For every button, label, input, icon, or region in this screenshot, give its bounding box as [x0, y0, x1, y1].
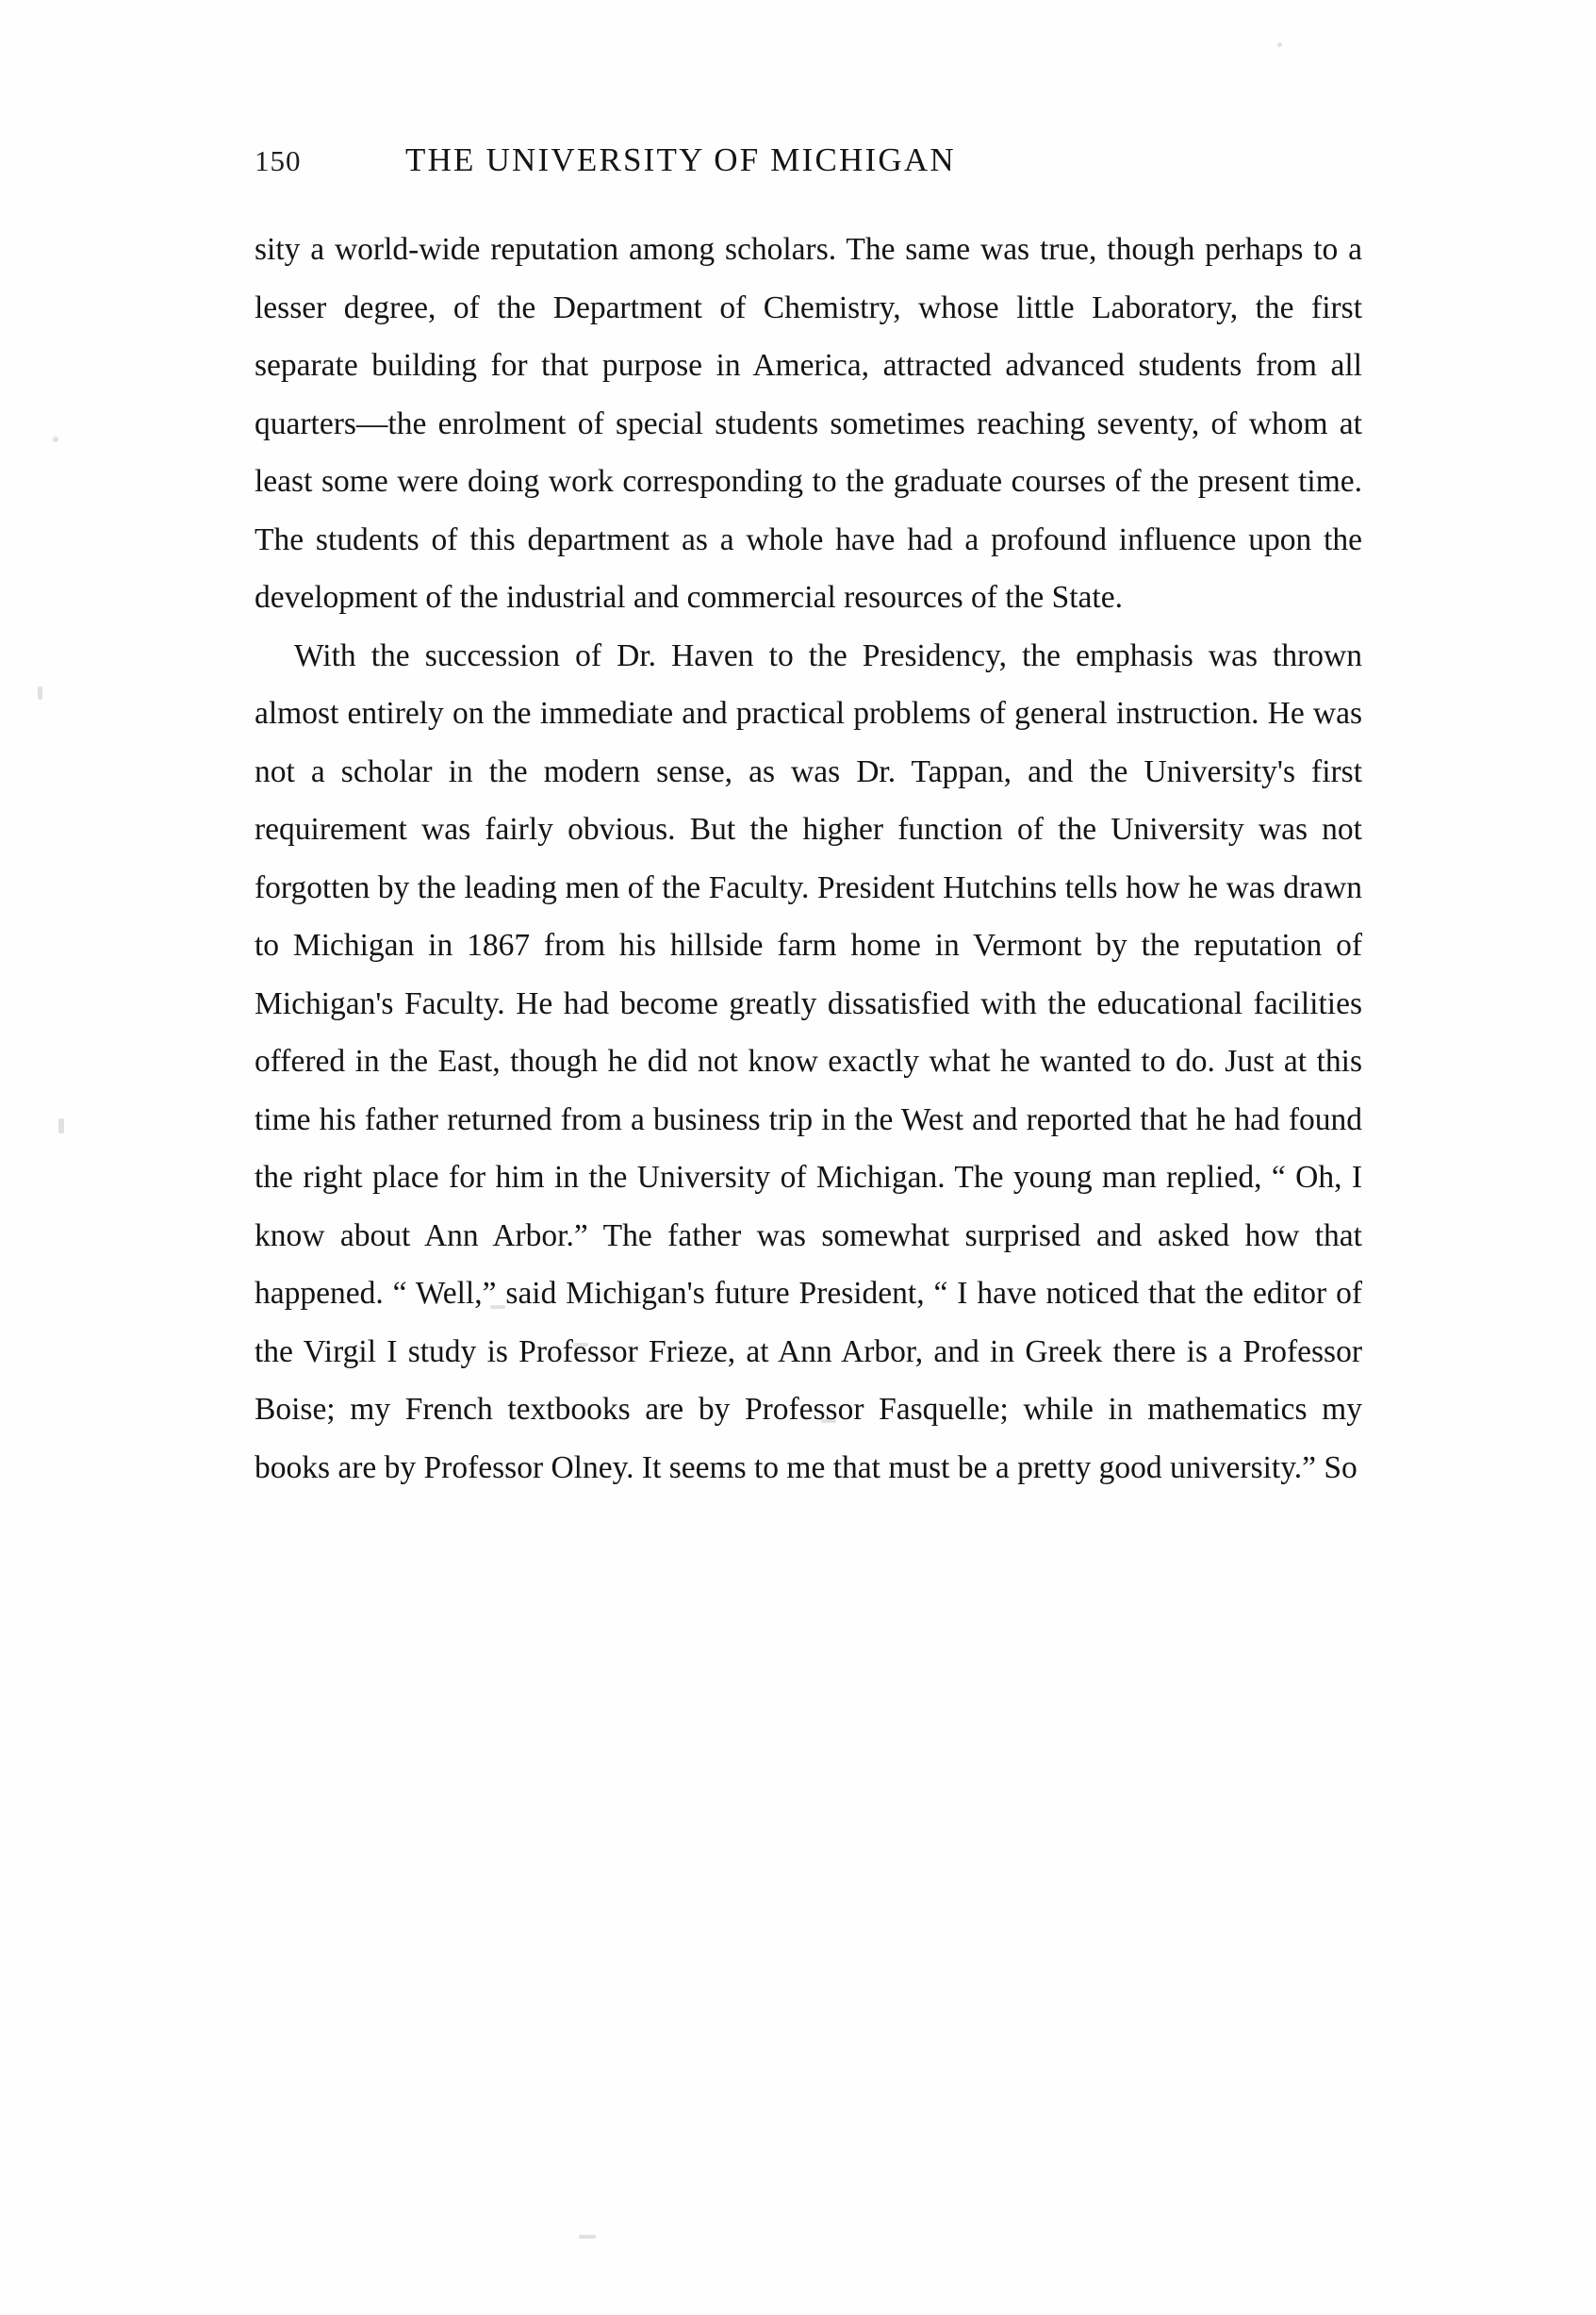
- running-head: THE UNIVERSITY OF MICHIGAN: [405, 141, 956, 178]
- page-number: 150: [255, 144, 302, 177]
- page-header: [255, 141, 1362, 179]
- scan-speck: [1277, 42, 1282, 47]
- scan-speck: [579, 2235, 596, 2239]
- scan-speck: [53, 437, 58, 442]
- page-content: [255, 141, 1362, 1496]
- scan-speck: [38, 686, 42, 700]
- body-text: [255, 221, 1362, 1496]
- scan-speck: [58, 1118, 64, 1133]
- paragraph: With the succession of Dr. Haven to the Presidency, the emphasis was thrown almost entirely on the immediate and practical problems of general instruction. He was not a scholar in the modern sense, as was Dr. Tappan, and the University's first requirement was fairly obvious. But the higher function of the University was not forgotten by the leading men of the Faculty. President Hutchins tells how he was drawn to Michigan in 1867 from his hillside farm home in Vermont by the reputation of Michigan's Faculty. He had become greatly dissatisfied with the educational facilities offered in the East, though he did not know exactly what he wanted to do. Just at this time his father returned from a business trip in the West and reported that he had found the right place for him in the University of Michigan. The young man replied, “ Oh, I know about Ann Arbor.” The father was somewhat surprised and asked how that happened. “ Well,” said Michigan's future President, “ I have noticed that the editor of the Virgil I study is Professor Frieze, at Ann Arbor, and in Greek there is a Professor Boise; my French textbooks are by Professor Fasquelle; while in mathematics my books are by Professor Olney. It seems to me that must be a pretty good university.” So: [255, 637, 1362, 1485]
- paragraph: sity a world-wide reputation among scholars. The same was true, though perhaps to a lesser degree, of the Department of Chemistry, whose little Laboratory, the first separate building for that purpose in America, attracted advanced students from all quarters—the enrolment of special students sometimes reaching seventy, of whom at least some were doing work corresponding to the graduate courses of the present time. The students of this department as a whole have had a profound influence upon the development of the industrial and commercial resources of the State.: [255, 232, 1362, 615]
